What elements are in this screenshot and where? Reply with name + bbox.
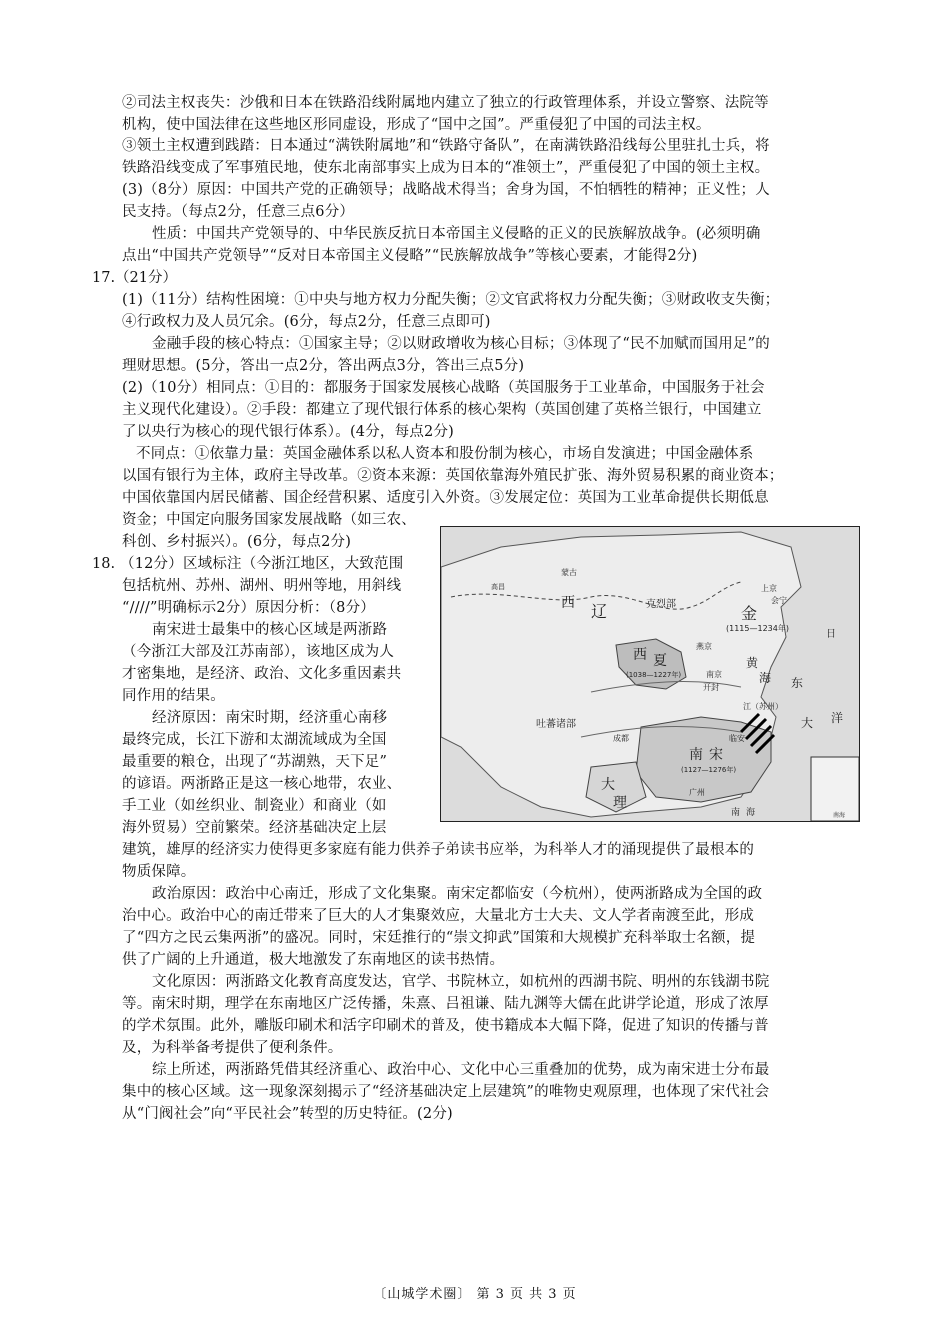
text-line: (3)（8分）原因：中国共产党的正确领导；战略战术得当；舍身为国，不怕牺牲的精神；正义性；人	[122, 182, 770, 198]
text-line: 最重要的粮仓，出现了“苏湖熟，天下足”	[122, 754, 388, 770]
map-drawing	[441, 527, 859, 821]
map-label: 克烈部	[646, 599, 676, 610]
map-label: 蒙古	[561, 568, 577, 577]
text-line: 从“门阀社会”向“平民社会”转型的历史特征。(2分)	[122, 1106, 453, 1122]
text-line: 供了广阔的上升通道，极大地激发了东南地区的读书热情。	[122, 952, 505, 968]
text-line: 综上所述，两浙路凭借其经济重心、政治中心、文化中心三重叠加的优势，成为南宋进士分布最	[152, 1062, 770, 1078]
text-line: 文化原因：两浙路文化教育高度发达，官学、书院林立，如杭州的西湖书院、明州的东钱湖书院	[152, 974, 770, 990]
map-label: 洋	[831, 711, 844, 725]
text-line: 南宋进士最集中的核心区域是两浙路	[152, 622, 388, 638]
page-footer: 〔山城学术圈〕 第 3 页 共 3 页	[373, 1287, 577, 1302]
text-line: 集中的核心区域。这一现象深刻揭示了“经济基础决定上层建筑”的唯物史观原理，也体现了宋代社会	[122, 1084, 770, 1100]
text-line: 性质：中国共产党领导的、中华民族反抗日本帝国主义侵略的正义的民族解放战争。(必须明确	[152, 226, 761, 242]
text-line: 及，为科举备考提供了便利条件。	[122, 1040, 343, 1056]
map-label: 金	[741, 604, 758, 623]
map-label: 高昌	[491, 583, 505, 591]
text-line: 才密集地，是经济、政治、文化多重因素共	[122, 666, 402, 682]
text-line: 海外贸易）空前繁荣。经济基础决定上层	[122, 820, 387, 836]
text-line: 主义现代化建设）。②手段：都建立了现代银行体系的核心架构（英国创建了英格兰银行，中国建立	[122, 402, 762, 418]
text-line: ②司法主权丧失：沙俄和日本在铁路沿线附属地内建立了独立的行政管理体系，并设立警察、法院等	[122, 95, 769, 111]
text-line: 金融手段的核心特点：①国家主导；②以财政增收为核心目标；③体现了“民不加赋而国用足”的	[152, 336, 770, 352]
map-label: (1127—1276年)	[681, 766, 737, 774]
text-line: (2)（10分）相同点：①目的：都服务于国家发展核心战略（英国服务于工业革命，中国服务于社会	[122, 380, 765, 396]
map-label: 宋	[709, 747, 723, 763]
map-label: 理	[613, 795, 627, 811]
text-line: 了以央行为核心的现代银行体系）。(4分，每点2分)	[122, 424, 455, 440]
text-line: 治中心。政治中心的南迁带来了巨大的人才集聚效应，大量北方士大夫、文人学者南渡至此，形成	[122, 908, 755, 924]
text-line: ④行政权力及人员冗余。(6分，每点2分，任意三点即可)	[122, 314, 491, 330]
map-label: (1038—1227年)	[626, 671, 682, 679]
map-label: 燕京	[696, 642, 712, 651]
text-line: ③领土主权遭到践踏：日本通过“满铁附属地”和“铁路守备队”，在南满铁路沿线每公里驻扎士兵，将	[122, 138, 770, 154]
text-line: 了“四方之民云集两浙”的盛况。同时，宋廷推行的“崇文抑武”国策和大规模扩充科举取士名额，提	[122, 930, 756, 946]
map-label: 开封	[703, 683, 719, 692]
map-label: 大	[601, 777, 615, 793]
map-label: 海	[746, 808, 756, 818]
text-line: 经济原因：南宋时期，经济重心南移	[152, 710, 388, 726]
question-18-number: 18.	[92, 556, 116, 572]
text-line: 铁路沿线变成了军事殖民地，使东北南部事实上成为日本的“准领土”，严重侵犯了中国的领土主权。	[122, 160, 770, 176]
map-label: 临安	[729, 734, 745, 743]
question-17-number: 17.（21分）	[92, 270, 178, 286]
text-line: 的学术氛围。此外，雕版印刷术和活字印刷术的普及，使书籍成本大幅下降，促进了知识的传播与普	[122, 1018, 769, 1034]
map-label: 南	[689, 747, 703, 763]
text-line: （今浙江大部及江苏南部），该地区成为人	[122, 644, 395, 660]
text-line: 包括杭州、苏州、湖州、明州等地，用斜线	[122, 578, 402, 594]
map-label: 成都	[613, 734, 629, 743]
map-label: 江（苏州）	[743, 702, 783, 711]
text-line: 最终完成，长江下游和太湖流域成为全国	[122, 732, 387, 748]
text-line: 科创、乡村振兴）。(6分，每点2分)	[122, 534, 352, 550]
text-line: 不同点：①依靠力量：英国金融体系以私人资本和股份制为核心，市场自发演进；中国金融体系	[136, 446, 754, 462]
map-label: 南海	[833, 812, 846, 819]
text-line: (1)（11分）结构性困境：①中央与地方权力分配失衡；②文官武将权力分配失衡；③财政收支失衡；	[122, 292, 780, 308]
text-line: 同作用的结果。	[122, 688, 225, 704]
text-line: 建筑，雄厚的经济实力使得更多家庭有能力供养子弟读书应举，为科举人才的涌现提供了最根本的	[122, 842, 755, 858]
map-label: 上京	[761, 584, 777, 593]
text-line: 手工业（如丝织业、制瓷业）和商业（如	[122, 798, 387, 814]
text-line: 物质保障。	[122, 864, 196, 880]
map-label: 海	[759, 671, 772, 685]
map-label: 西	[561, 595, 575, 611]
text-line: （12分）区域标注（今浙江地区，大致范围	[120, 556, 404, 572]
text-line: 理财思想。(5分，答出一点2分，答出两点3分，答出三点5分)	[122, 358, 525, 374]
text-line: 等。南宋时期，理学在东南地区广泛传播，朱熹、吕祖谦、陆九渊等大儒在此讲学论道，形成了浓厚	[122, 996, 769, 1012]
text-line: 点出“中国共产党领导”“反对日本帝国主义侵略”“民族解放战争”等核心要素，才能得2分)	[122, 248, 698, 264]
text-line: 的谚语。两浙路正是这一核心地带，农业、	[122, 776, 402, 792]
map-label: 南京	[706, 670, 722, 679]
text-line: 以国有银行为主体，政府主导改革。②资本来源：英国依靠海外殖民扩张、海外贸易积累的商业资本；	[122, 468, 784, 484]
map-label: (1115—1234年)	[726, 624, 789, 633]
text-line: 机构，使中国法律在这些地区形同虚设，形成了“国中之国”。严重侵犯了中国的司法主权。	[122, 117, 711, 133]
text-line: 资金；中国定向服务国家发展战略（如三农、	[122, 512, 416, 528]
text-line: 民支持。（每点2分，任意三点6分）	[122, 204, 355, 220]
map-label: 夏	[653, 653, 667, 669]
map-label: 大	[801, 716, 814, 730]
song-dynasty-map	[440, 526, 860, 822]
text-line: 政治原因：政治中心南迁，形成了文化集聚。南宋定都临安（今杭州），使两浙路成为全国的政	[152, 886, 763, 902]
map-label: 黄	[746, 656, 759, 670]
map-label: 辽	[591, 602, 608, 621]
map-label: 吐蕃诸部	[536, 719, 576, 730]
map-label: 西	[633, 647, 647, 663]
text-line: 中国依靠国内居民储蓄、国企经营积累、适度引入外资。③发展定位：英国为工业革命提供长期低息	[122, 490, 769, 506]
map-label: 会宁	[771, 596, 787, 605]
map-label: 南	[731, 808, 741, 818]
text-line: “////”明确标示2分）原因分析：（8分）	[122, 600, 375, 616]
map-label: 广州	[689, 788, 705, 797]
map-label: 日	[826, 629, 836, 640]
map-label: 东	[791, 676, 804, 690]
